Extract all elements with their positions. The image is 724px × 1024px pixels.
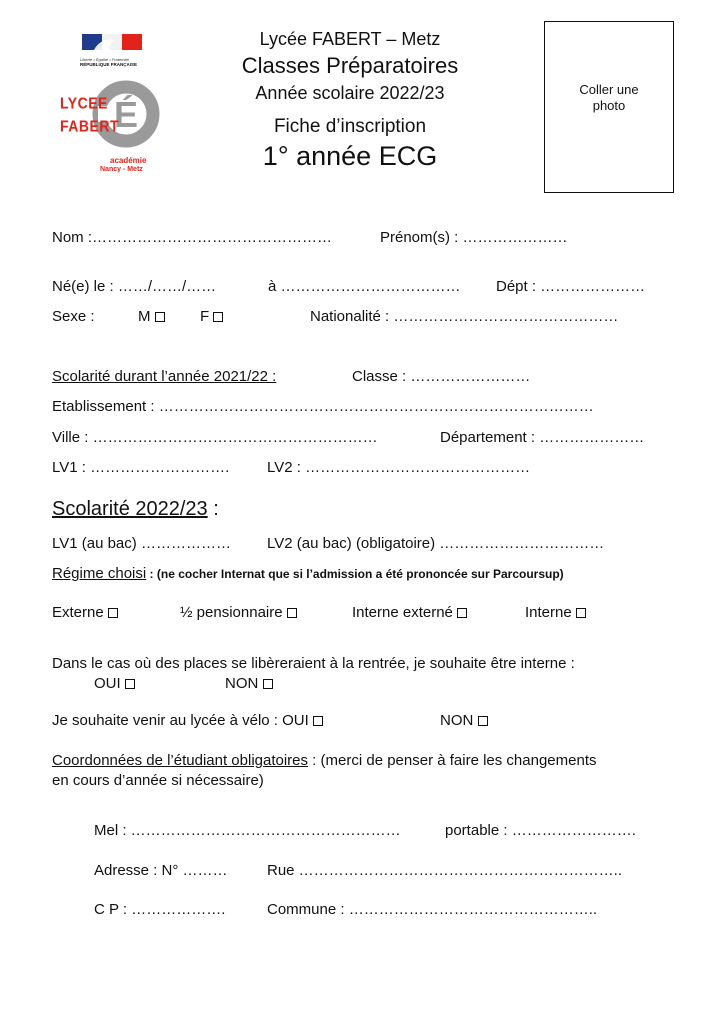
contact-note-line2: en cours d’année si nécessaire) <box>52 772 264 789</box>
previous-lv2-field[interactable]: LV2 : ……………………………………… <box>267 459 531 476</box>
adresse-numero-field[interactable]: Adresse : N° ……… <box>94 862 228 879</box>
academie-line2: Nancy - Metz <box>100 166 143 173</box>
velo-question: Je souhaite venir au lycée à vélo : OUI <box>52 712 309 729</box>
commune-field[interactable]: Commune : ………………………………………….. <box>267 901 598 918</box>
rentree-non-label: NON <box>225 675 259 692</box>
prenom-field[interactable]: Prénom(s) : ………………… <box>380 229 568 246</box>
current-lv1-field[interactable]: LV1 (au bac) ……………… <box>52 535 231 552</box>
velo-option[interactable] <box>52 712 323 729</box>
school-name: Lycée FABERT – Metz <box>259 29 441 49</box>
lycee-logo-line1: LYCEE <box>60 94 108 112</box>
etablissement-field[interactable]: Etablissement : …………………………………………………………………………… <box>52 398 594 415</box>
portable-field[interactable]: portable : ……………………. <box>445 822 636 839</box>
cp-field[interactable]: C P : ………………. <box>94 901 226 918</box>
regime-heading <box>52 565 564 583</box>
current-schooling-colon: : <box>207 498 219 520</box>
adresse-rue-field[interactable]: Rue ……………………………………………………….. <box>267 862 623 879</box>
rentree-non-option[interactable] <box>225 675 273 692</box>
regime-interne-option[interactable] <box>525 604 586 621</box>
rentree-oui-option[interactable] <box>94 675 135 692</box>
school-year: Année scolaire 2022/23 <box>255 83 445 103</box>
republic-motto: Liberté • Égalité • Fraternité <box>80 57 129 62</box>
previous-lv1-field[interactable]: LV1 : ………………………. <box>52 459 230 476</box>
birth-place-field[interactable]: à ……………………………… <box>268 278 461 295</box>
contact-heading <box>52 752 597 769</box>
regime-title: Régime choisi <box>52 565 147 582</box>
regime-interne-externe-checkbox[interactable] <box>457 608 467 618</box>
svg-text:É: É <box>113 94 139 135</box>
rentree-oui-checkbox[interactable] <box>125 679 135 689</box>
current-schooling-heading <box>52 498 219 521</box>
velo-non-option[interactable] <box>440 712 488 729</box>
regime-note: : (ne cocher Internat que si l’admission a été prononcée sur Parcoursup) <box>146 567 564 581</box>
sexe-f-label: F <box>200 308 210 325</box>
regime-demi-option[interactable] <box>180 604 297 621</box>
contact-note-line1: : (merci de penser à faire les changements <box>308 752 597 769</box>
mel-field[interactable]: Mel : ……………………………………………… <box>94 822 401 839</box>
lycee-logo-line2: FABERT <box>60 117 119 135</box>
velo-non-label: NON <box>440 712 474 729</box>
sexe-f-option[interactable] <box>200 308 223 325</box>
previous-schooling-heading: Scolarité durant l’année 2021/22 : <box>52 368 277 385</box>
ville-field[interactable]: Ville : ………………………………………………… <box>52 429 378 446</box>
nom-field[interactable]: Nom :………………………………………… <box>52 229 333 246</box>
sexe-label: Sexe : <box>52 308 95 325</box>
lycee-fabert-logo <box>58 72 163 182</box>
regime-demi-checkbox[interactable] <box>287 608 297 618</box>
republic-name: RÉPUBLIQUE FRANÇAISE <box>80 62 138 67</box>
current-lv2-field[interactable]: LV2 (au bac) (obligatoire) …………………………… <box>267 535 605 552</box>
rentree-question: Dans le cas où des places se libèreraient à la rentrée, je souhaite être interne : <box>52 655 575 672</box>
sexe-m-checkbox[interactable] <box>155 312 165 322</box>
sexe-m-label: M <box>138 308 151 325</box>
regime-interne-externe-label: Interne externé <box>352 604 453 621</box>
education-e-icon <box>58 72 163 152</box>
sexe-m-option[interactable] <box>138 308 165 325</box>
class-title: 1° année ECG <box>262 141 438 171</box>
birth-date-field[interactable]: Né(e) le : ……/……/…… <box>52 278 217 295</box>
academie-line1: académie <box>110 156 147 165</box>
sexe-f-checkbox[interactable] <box>213 312 223 322</box>
marianne-flag-icon <box>80 32 146 52</box>
regime-interne-checkbox[interactable] <box>576 608 586 618</box>
classe-field[interactable]: Classe : …………………… <box>352 368 531 385</box>
republique-francaise-logo <box>80 32 146 66</box>
photo-box <box>544 21 674 193</box>
regime-demi-label: ½ pensionnaire <box>180 604 283 621</box>
rentree-non-checkbox[interactable] <box>263 679 273 689</box>
photo-label: Coller une photo <box>579 82 639 113</box>
contact-title: Coordonnées de l’étudiant obligatoires <box>52 752 309 769</box>
current-schooling-title: Scolarité 2022/23 <box>52 498 208 520</box>
program-name: Classes Préparatoires <box>241 53 459 78</box>
regime-interne-label: Interne <box>525 604 572 621</box>
nationalite-field[interactable]: Nationalité : ……………………………………… <box>310 308 619 325</box>
velo-oui-checkbox[interactable] <box>313 716 323 726</box>
regime-interne-externe-option[interactable] <box>352 604 467 621</box>
departement-field[interactable]: Département : ………………… <box>440 429 645 446</box>
regime-externe-option[interactable] <box>52 604 118 621</box>
form-title: Fiche d’inscription <box>273 116 427 137</box>
velo-non-checkbox[interactable] <box>478 716 488 726</box>
regime-externe-label: Externe <box>52 604 104 621</box>
regime-externe-checkbox[interactable] <box>108 608 118 618</box>
rentree-oui-label: OUI <box>94 675 121 692</box>
birth-dept-field[interactable]: Dépt : ………………… <box>496 278 646 295</box>
